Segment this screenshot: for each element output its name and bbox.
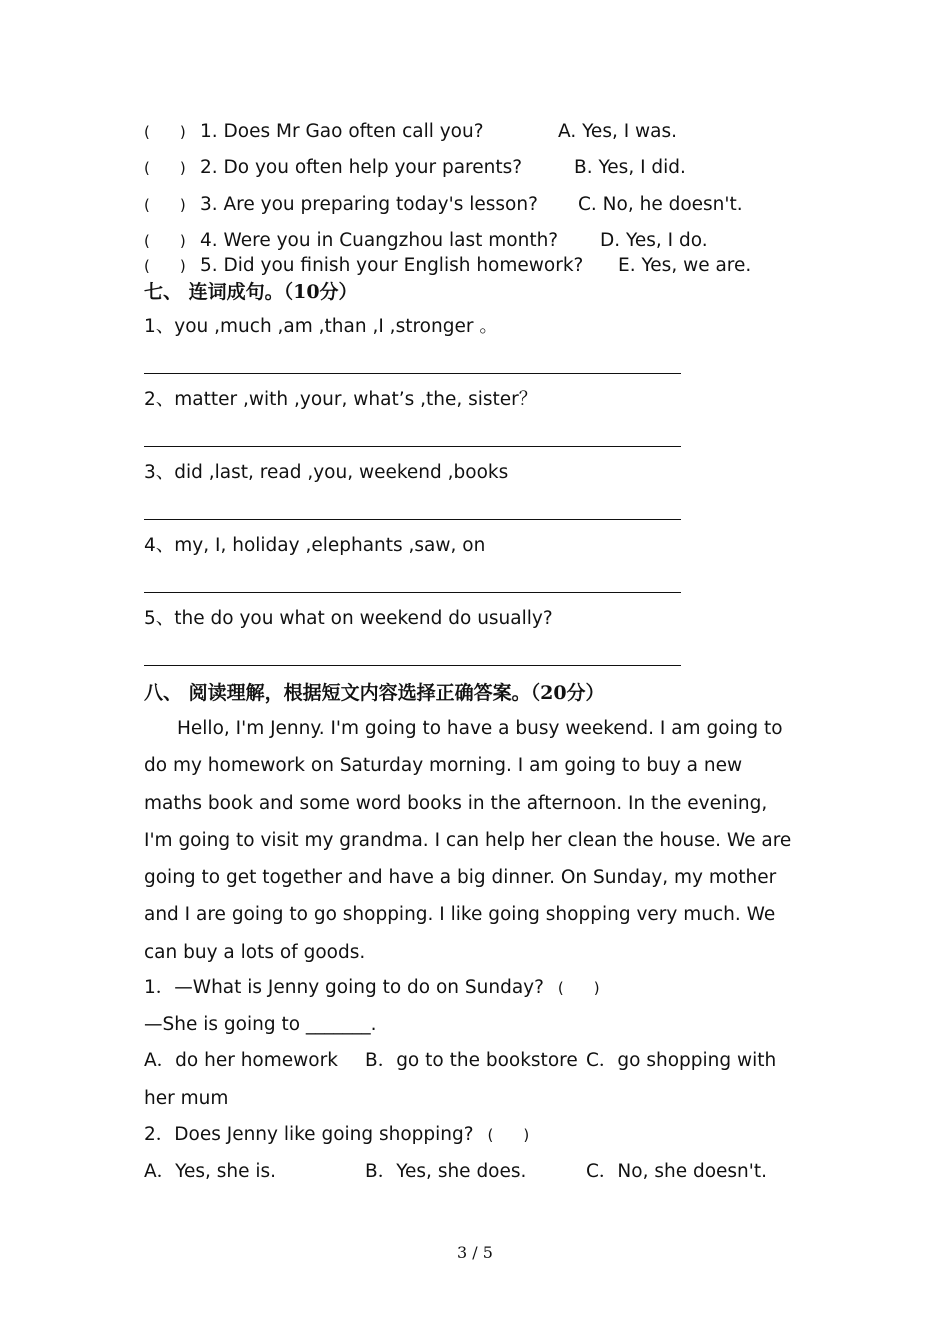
sentence-item: 2、matter ,with ,your, what’s ,the, sister？ bbox=[144, 389, 538, 410]
answer-paren: ( ) bbox=[144, 123, 186, 141]
matching-question: 3. Are you preparing today's lesson? bbox=[200, 194, 538, 215]
matching-question: 5. Did you finish your English homework? bbox=[200, 255, 584, 276]
matching-row bbox=[144, 254, 752, 278]
page-number: 3 / 5 bbox=[457, 1243, 493, 1262]
matching-answer: C. No, he doesn't. bbox=[578, 194, 743, 215]
sentence-item: 4、my, I, holiday ,elephants ,saw, on bbox=[144, 535, 486, 556]
matching-answer: B. Yes, I did. bbox=[574, 157, 686, 178]
option-a: A．Yes, she is. bbox=[144, 1161, 277, 1182]
section-7-title: 七、 连词成句。（10分） bbox=[144, 281, 358, 303]
option-c-continued: her mum bbox=[144, 1088, 229, 1109]
question-2 bbox=[144, 1123, 529, 1147]
answer-line[interactable] bbox=[144, 373, 681, 374]
matching-question: 1. Does Mr Gao often call you? bbox=[200, 121, 484, 142]
matching-question: 4. Were you in Cuangzhou last month? bbox=[200, 230, 559, 251]
sentence-item: 5、the do you what on weekend do usually? bbox=[144, 608, 553, 629]
answer-line[interactable] bbox=[144, 665, 681, 666]
question-2-text: 2．Does Jenny like going shopping? bbox=[144, 1124, 474, 1145]
answer-paren: ( ) bbox=[144, 196, 186, 214]
matching-answer: E. Yes, we are. bbox=[618, 255, 752, 276]
reading-passage: Hello, I'm Jenny. I'm going to have a busy weekend. I am going to do my homework on Saturday morning. I am going to buy a new maths book and some word books in the afternoon. In the evening, I'm going to visit my grandma. I can help her clean the house. We are going to get together and have a big dinner. On Sunday, my mother and I are going to go shopping. I like going shopping very much. We can buy a lots of goods. bbox=[144, 718, 792, 963]
matching-row bbox=[144, 120, 678, 144]
answer-paren: ( ) bbox=[487, 1126, 530, 1144]
question-1 bbox=[144, 976, 600, 1000]
answer-line[interactable] bbox=[144, 592, 681, 593]
matching-row bbox=[144, 229, 708, 253]
question-1-text: 1．—What is Jenny going to do on Sunday? bbox=[144, 977, 544, 998]
matching-question: 2. Do you often help your parents? bbox=[200, 157, 523, 178]
answer-paren: ( ) bbox=[144, 232, 186, 250]
sentence-item: 3、did ,last, read ,you, weekend ,books bbox=[144, 462, 509, 483]
answer-paren: ( ) bbox=[557, 979, 600, 997]
section-8-title: 八、 阅读理解，根据短文内容选择正确答案。（20分） bbox=[144, 682, 605, 704]
option-c: C．No, she doesn't. bbox=[586, 1161, 767, 1182]
answer-line[interactable] bbox=[144, 519, 681, 520]
option-a: A．do her homework bbox=[144, 1050, 338, 1071]
answer-line[interactable] bbox=[144, 446, 681, 447]
option-c: C．go shopping with bbox=[586, 1050, 777, 1071]
question-1-answer-line: —She is going to _______. bbox=[144, 1014, 377, 1035]
option-b: B．go to the bookstore bbox=[365, 1050, 578, 1071]
answer-paren: ( ) bbox=[144, 257, 186, 275]
answer-paren: ( ) bbox=[144, 159, 186, 177]
matching-row bbox=[144, 193, 743, 217]
matching-answer: A. Yes, I was. bbox=[558, 121, 678, 142]
matching-answer: D. Yes, I do. bbox=[600, 230, 708, 251]
option-b: B．Yes, she does. bbox=[365, 1161, 527, 1182]
sentence-item: 1、you ,much ,am ,than ,I ,stronger 。 bbox=[144, 316, 498, 337]
matching-row bbox=[144, 156, 686, 180]
